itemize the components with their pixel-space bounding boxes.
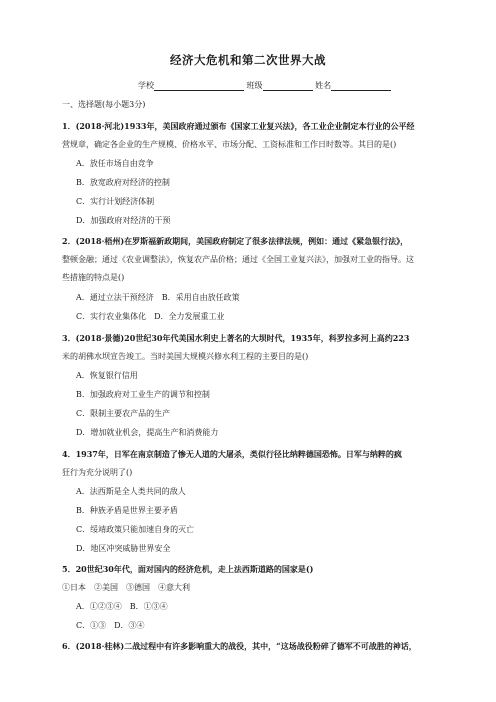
name-label: 姓名 — [315, 81, 332, 90]
question-5-options-ab: A．①②③④ B．①③④ — [76, 602, 168, 611]
name-blank[interactable] — [331, 81, 391, 91]
class-label: 班级 — [246, 81, 263, 90]
question-4-stem-cont: 狂行为充分说明了() — [62, 468, 133, 477]
question-6-stem: 6．(2018·桂林)二战过程中有许多影响重大的战役，其中，“这场战役粉碎了德军不可战胜的神话， — [62, 641, 417, 651]
question-2-options-ab: A．通过立法干预经济 B．采用自由放任政策 — [76, 293, 240, 302]
question-1-option-c: C．实行计划经济体制 — [76, 197, 155, 206]
question-2-stem-end: 些措施的特点是() — [62, 273, 125, 282]
page-title: 经济大危机和第二次世界大战 — [170, 53, 326, 67]
question-5-items: ①日本 ②美国 ③德国 ④意大利 — [62, 583, 190, 592]
question-1-option-a: A．放任市场自由竞争 — [76, 159, 154, 168]
school-blank[interactable] — [154, 81, 244, 91]
question-1-option-b: B．放宽政府对经济的控制 — [76, 178, 170, 187]
question-5-options-cd: C．①③ D．③④ — [76, 621, 145, 630]
question-4-option-b: B．种族矛盾是世界主要矛盾 — [76, 506, 178, 515]
question-5-stem: 5．20世纪30年代，面对国内的经济危机，走上法西斯道路的国家是() — [62, 564, 314, 574]
question-3-stem: 3．(2018·景德)20世纪30年代美国水利史上著名的大坝时代，1935年，科罗拉多河上高约223 — [62, 333, 410, 343]
question-3-option-a: A．恢复银行信用 — [76, 371, 138, 380]
section-heading: 一、选择题(每小题3分) — [62, 100, 146, 109]
question-2-stem: 2．(2018·梧州)在罗斯福新政期间，美国政府制定了很多法律法规，例如：通过《紧急银行法》， — [62, 236, 409, 246]
question-3-option-d: D．增加就业机会，提高生产和消费能力 — [76, 428, 219, 437]
question-1-stem-cont: 营规章，确定各企业的生产规模、价格水平、市场分配、工资标准和工作日时数等。其目的是() — [62, 140, 397, 149]
question-4-option-d: D．地区冲突威胁世界安全 — [76, 544, 171, 553]
question-4-option-c: C．绥靖政策只能加速自身的灭亡 — [76, 525, 195, 534]
question-2-options-cd: C．实行农业集体化 D．全力发展重工业 — [76, 312, 225, 321]
question-4-option-a: A．法西斯是全人类共同的敌人 — [76, 487, 186, 496]
question-3-option-c: C．限制主要农产品的生产 — [76, 409, 171, 418]
question-1-stem: 1．(2018·河北)1933年，美国政府通过颁布《国家工业复兴法》，各工业企业制定本行业的公平经 — [62, 121, 415, 131]
question-4-stem: 4．1937年，日军在南京制造了惨无人道的大屠杀，类似行径比纳粹德国恐怖。日军与纳粹的疯 — [62, 449, 402, 459]
question-2-stem-cont: 整顿金融；通过《农业调整法》，恢复农产品价格；通过《全国工业复兴法》，加强对工业的指导。这 — [62, 255, 414, 264]
question-3-option-b: B．加强政府对工业生产的调节和控制 — [76, 390, 210, 399]
class-blank[interactable] — [263, 81, 313, 91]
student-info-row — [138, 80, 391, 91]
school-label: 学校 — [138, 81, 154, 90]
question-1-option-d: D．加强政府对经济的干预 — [76, 216, 171, 225]
question-3-stem-cont: 米的胡佛水坝宣告竣工。当时美国大规模兴修水利工程的主要目的是() — [62, 352, 309, 361]
